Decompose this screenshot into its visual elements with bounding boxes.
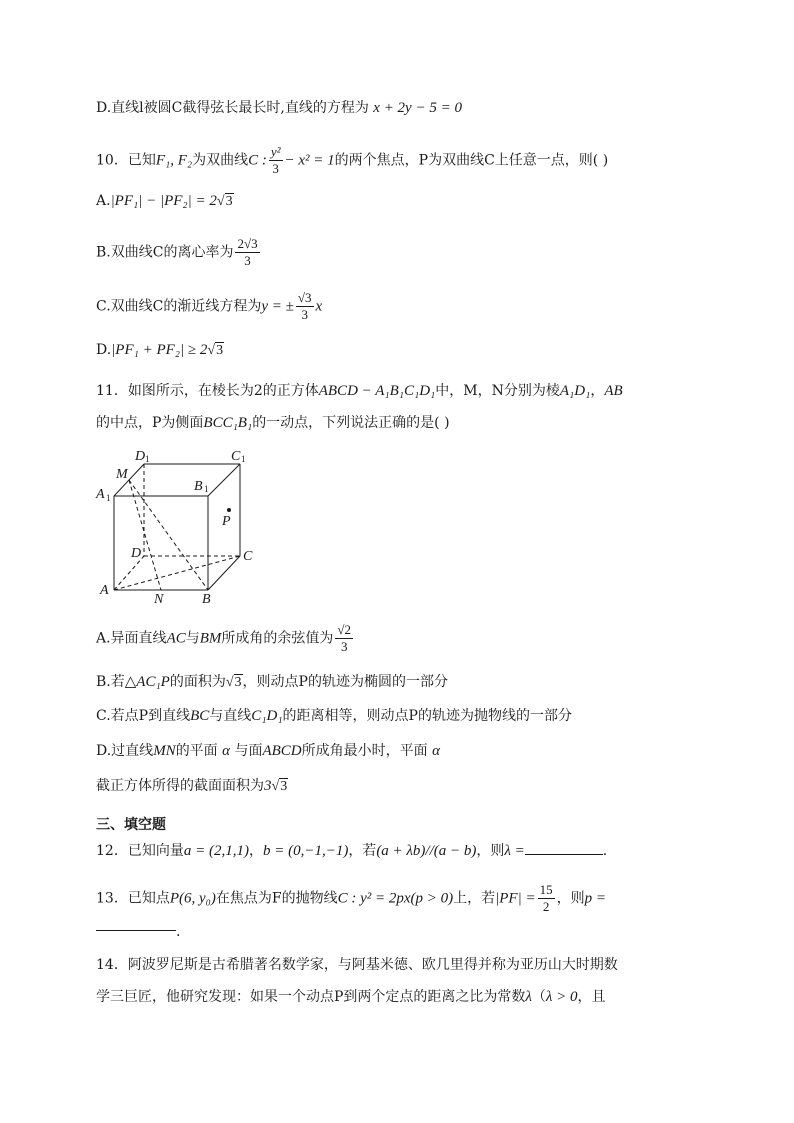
q10-option-b-den: 3: [244, 253, 251, 268]
q10-option-c-text: C.双曲线C的渐近线方程为: [96, 298, 262, 315]
q10-equation-rest: − x² = 1: [284, 152, 335, 169]
q10-fraction-num: y²: [270, 144, 281, 159]
q10-curve-name: C :: [248, 152, 267, 169]
q11-edge-ab: AB: [604, 383, 623, 399]
q13-fraction-den: 2: [542, 899, 550, 914]
q13-p: p =: [584, 890, 606, 907]
q13-mid: 在焦点为F的抛物线: [215, 890, 338, 907]
q10-stem-text: 为双曲线: [192, 152, 249, 169]
q11-label-a1-sub: 1: [106, 493, 111, 503]
q11-option-c-prefix: C.若点P到直线: [96, 708, 191, 724]
q11-option-c-bc: BC: [190, 708, 210, 724]
q13: [96, 882, 606, 915]
section-title: 三、填空题: [96, 817, 166, 833]
q12-answer-blank[interactable]: [525, 840, 603, 855]
q11-option-b-triangle: △AC₁P: [124, 674, 170, 690]
q10-option-d: [96, 340, 224, 361]
q11-comma: ，: [590, 383, 605, 399]
q13-prefix: 13．已知点: [96, 890, 170, 907]
q11-label-c1-sub: 1: [241, 454, 246, 464]
q11-option-a-num: √2: [337, 622, 352, 637]
q10-option-a: [96, 191, 234, 212]
q11-label-d1-sub: 1: [145, 454, 150, 464]
q11-option-d-abcd: ABCD: [262, 743, 302, 759]
q12-if: ，若: [348, 843, 377, 859]
q10-option-c-num: √3: [297, 290, 312, 305]
q11-label-a1: A: [96, 487, 105, 502]
q11-option-d-coef: 3: [264, 778, 272, 794]
q13-pf: |PF| =: [495, 890, 536, 907]
q14-line2-text: 学三巨匠，他研究发现：如果一个动点P到两个定点的距离之比为常数: [96, 989, 526, 1005]
q11-stem-line-1: [96, 381, 623, 401]
q12: [96, 840, 607, 861]
q11-option-d-radicand: 3: [280, 779, 288, 794]
q13-answer-blank[interactable]: [96, 930, 176, 931]
q12-vector-b: b = (0,−1,−1): [262, 843, 349, 859]
q14-and: ，且: [577, 989, 606, 1005]
q11-label-b1-sub: 1: [204, 484, 209, 494]
q11-label-n: N: [154, 592, 164, 606]
q11-stem-line-2: [96, 413, 450, 433]
q11-option-d-sqrt: √3: [271, 779, 288, 794]
q11-stem-line2-suffix: 的一动点，下列说法正确的是( ): [252, 415, 450, 431]
q10-stem-prefix: 10．已知: [96, 152, 156, 169]
q11-stem-prefix: 11．如图所示，在棱长为2的正方体: [96, 383, 319, 399]
q10-stem: [96, 144, 608, 177]
q11-label-d1: D: [135, 449, 146, 464]
q11-option-b-sqrt: √3: [225, 675, 242, 690]
q11-option-a-end: 所成角的余弦值为: [221, 630, 334, 647]
q11-label-m: M: [116, 467, 128, 482]
q14-line-1: 14．阿波罗尼斯是古希腊著名数学家，与阿基米德、欧几里得并称为亚历山大时期数: [96, 957, 618, 973]
q11-option-d-alpha-2: α: [432, 743, 440, 759]
q10-option-c-fraction: [296, 290, 314, 323]
q12-vector-a: a = (2,1,1): [183, 843, 249, 859]
q10-option-c-x: x: [315, 298, 323, 315]
q10-stem-suffix: 的两个焦点，P为双曲线C上任意一点，则( ): [334, 152, 609, 169]
q12-period: .: [602, 843, 608, 859]
q13-then: ，则: [556, 890, 585, 907]
q11-option-a: [96, 622, 355, 655]
q9-option-d-equation: x + 2y − 5 = 0: [373, 100, 462, 116]
q11-option-d-plane: 的平面: [175, 743, 218, 759]
q10-option-d-equation: |PF₁ + PF₂| ≥ 2: [111, 342, 208, 358]
q11-option-a-fraction: [335, 622, 353, 655]
q10-option-c-den: 3: [301, 307, 308, 322]
q11-option-b-suffix: ，则动点P的轨迹为椭圆的一部分: [242, 674, 448, 690]
q11-label-d: D: [131, 546, 142, 561]
q14-condition: λ > 0: [545, 989, 578, 1005]
q11-option-b: [96, 672, 448, 693]
q11-option-d: [96, 741, 440, 761]
q11-stem-line2-prefix: 的中点，P为侧面: [96, 415, 204, 431]
q10-option-d-radicand: 3: [216, 343, 224, 358]
q10-option-a-radicand: 3: [225, 194, 233, 209]
q10-option-a-label: A.: [96, 193, 111, 209]
q11-cube-name: ABCD − A₁B₁C₁D₁: [318, 383, 436, 399]
q10-option-a-sqrt: √3: [216, 194, 233, 209]
q11-option-b-radicand: 3: [234, 675, 242, 690]
q13-if: 上，若: [453, 890, 496, 907]
q11-option-c-mid: 与直线: [209, 708, 252, 724]
q12-prefix: 12．已知向量: [96, 843, 184, 859]
q14-line-2: [96, 987, 606, 1007]
q10-option-a-equation: |PF₁| − |PF₂| = 2: [110, 193, 217, 209]
q11-option-a-bm: BM: [199, 630, 222, 647]
q11-label-b1: B: [194, 479, 203, 494]
q11-option-c: [96, 706, 572, 726]
q11-point-p: [227, 508, 231, 512]
q11-edge-a1d1: A₁D₁: [559, 383, 591, 399]
q10-fraction: [269, 144, 283, 177]
q13-period: .: [176, 924, 181, 940]
q11-option-c-c1d1: C₁D₁: [251, 708, 283, 724]
q11-option-d-alpha: α: [222, 743, 231, 759]
q9-option-d-text: D.直线l被圆C截得弦长最长时,直线的方程为: [96, 100, 369, 116]
q11-option-b-prefix: B.若: [96, 674, 125, 690]
q11-option-d-prefix: D.过直线: [96, 743, 154, 759]
q11-label-c: C: [243, 549, 253, 564]
q11-option-a-ac: AC: [166, 630, 186, 647]
q12-then: ，则: [476, 843, 505, 859]
q11-option-d-line-2: [96, 776, 288, 797]
q11-stem-mid: 中，M，N分别为棱: [435, 383, 560, 399]
q11-label-p: P: [222, 514, 231, 529]
q13-point: P(6, y₀): [169, 890, 216, 907]
q10-option-c: [96, 290, 322, 323]
q13-fraction: [538, 882, 555, 915]
q11-label-c1: C: [231, 449, 241, 464]
q11-cube-figure: [92, 444, 262, 606]
q12-lambda: λ =: [504, 843, 525, 859]
q10-foci: F₁, F₂: [155, 152, 193, 169]
q13-parabola: C : y² = 2px(p > 0): [337, 890, 454, 907]
q11-option-d-mn: MN: [153, 743, 176, 759]
q9-option-d: [96, 98, 462, 118]
q10-option-b: [96, 236, 262, 269]
q10-option-b-fraction: [235, 236, 259, 269]
q10-option-d-sqrt: √3: [207, 343, 224, 358]
q10-option-d-label: D.: [96, 342, 112, 358]
q12-condition: (a + λb)//(a − b): [376, 843, 477, 859]
q11-option-d-line2-text: 截正方体所得的截面面积为: [96, 778, 264, 794]
q11-option-a-den: 3: [340, 639, 348, 654]
q10-option-b-num: 2√3: [237, 236, 258, 251]
q11-face: BCC₁B₁: [203, 415, 253, 431]
q14-paren: （: [531, 989, 546, 1005]
q11-label-b: B: [202, 592, 211, 606]
q11-option-d-with: 与面: [234, 743, 263, 759]
q12-comma: ，: [248, 843, 263, 859]
q11-label-a: A: [100, 583, 109, 598]
q10-option-c-equation: y = ±: [261, 298, 294, 315]
q11-option-a-text: A.异面直线: [96, 630, 167, 647]
q11-option-d-min: 所成角最小时，平面: [301, 743, 428, 759]
q14-lambda: λ: [525, 989, 532, 1005]
q13-fraction-num: 15: [539, 882, 553, 897]
q11-option-a-mid: 与: [185, 630, 200, 647]
q10-option-b-text: B.双曲线C的离心率为: [96, 244, 234, 261]
q11-option-b-mid: 的面积为: [169, 674, 226, 690]
q10-fraction-den: 3: [272, 161, 279, 176]
q11-option-c-suffix: 的距离相等，则动点P的轨迹为抛物线的一部分: [282, 708, 572, 724]
